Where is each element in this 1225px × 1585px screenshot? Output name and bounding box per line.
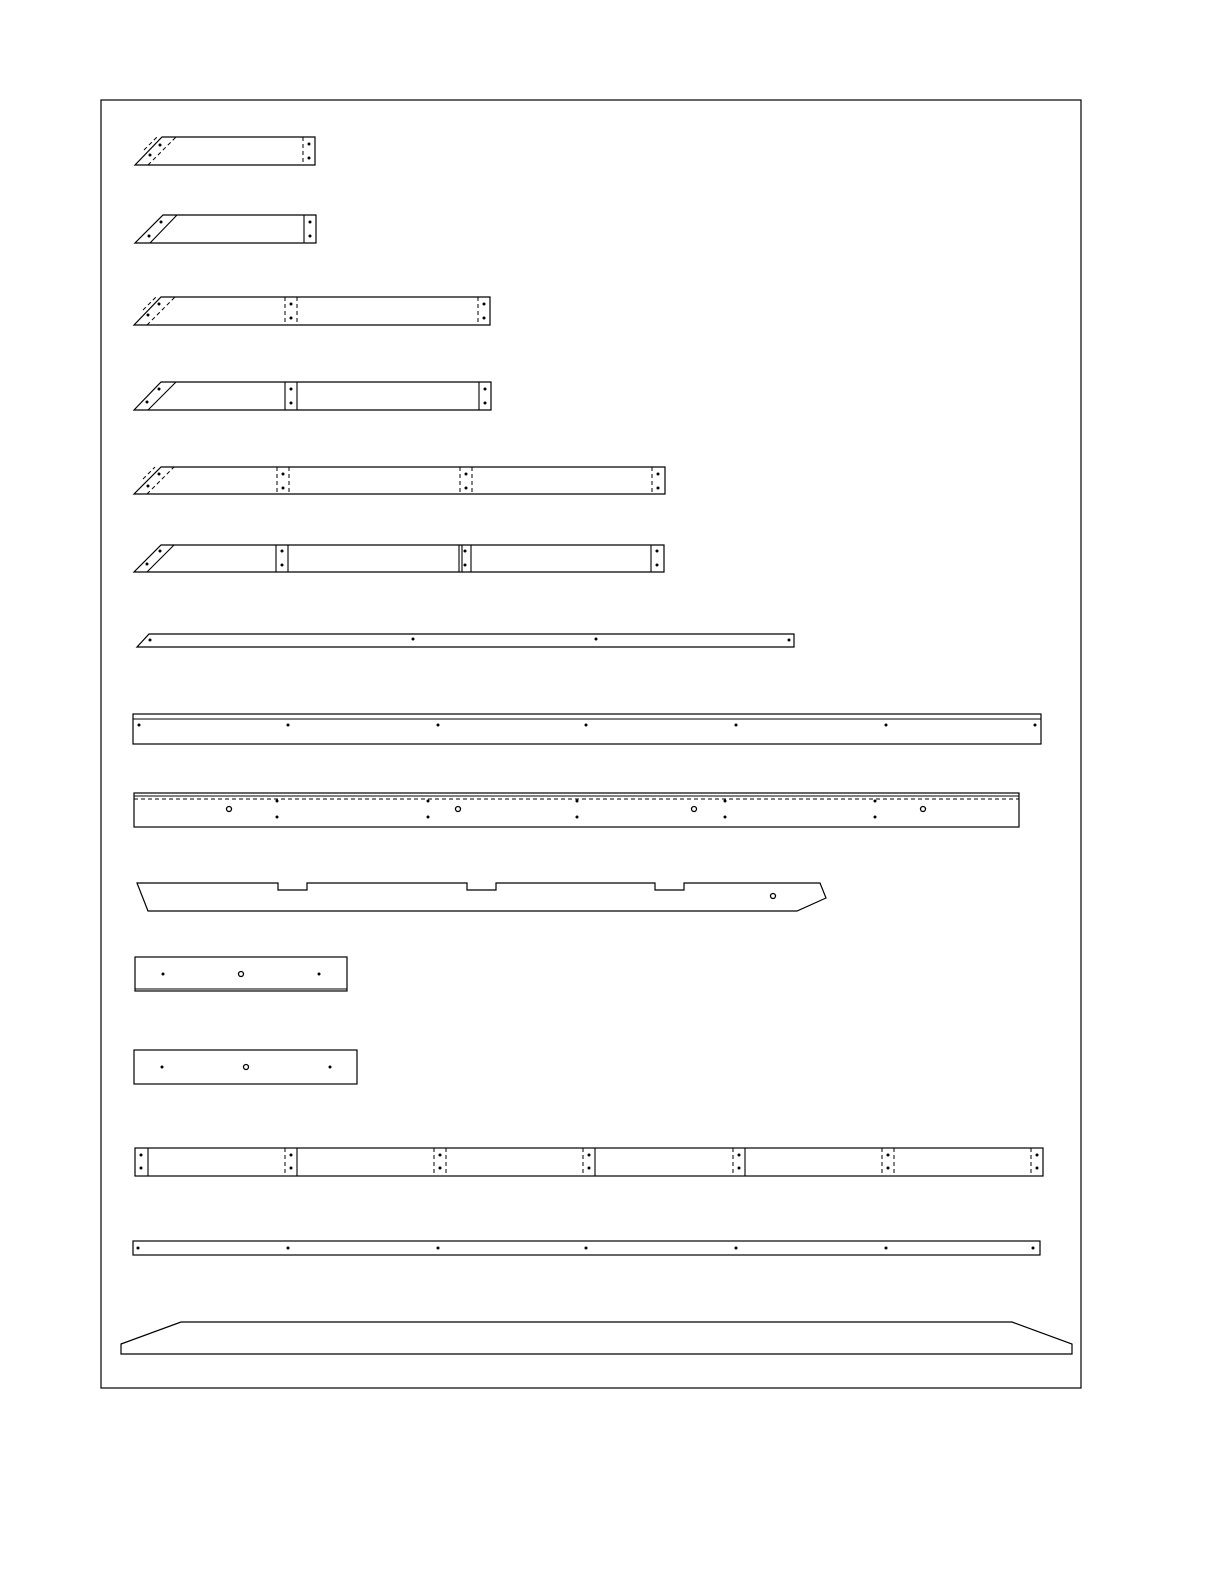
part-10 [137, 883, 826, 911]
part-12 [134, 1050, 357, 1084]
part-9 [134, 793, 1019, 827]
part-13 [135, 1148, 1043, 1176]
part-7 [137, 634, 794, 647]
part-8 [133, 714, 1041, 744]
part-11 [135, 957, 347, 991]
part-4 [134, 382, 491, 410]
part-3 [134, 297, 490, 325]
part-15 [121, 1322, 1072, 1354]
part-1 [135, 137, 315, 165]
part-2 [135, 215, 316, 243]
part-6 [134, 545, 664, 572]
part-5 [134, 467, 665, 494]
part-14 [133, 1241, 1040, 1255]
